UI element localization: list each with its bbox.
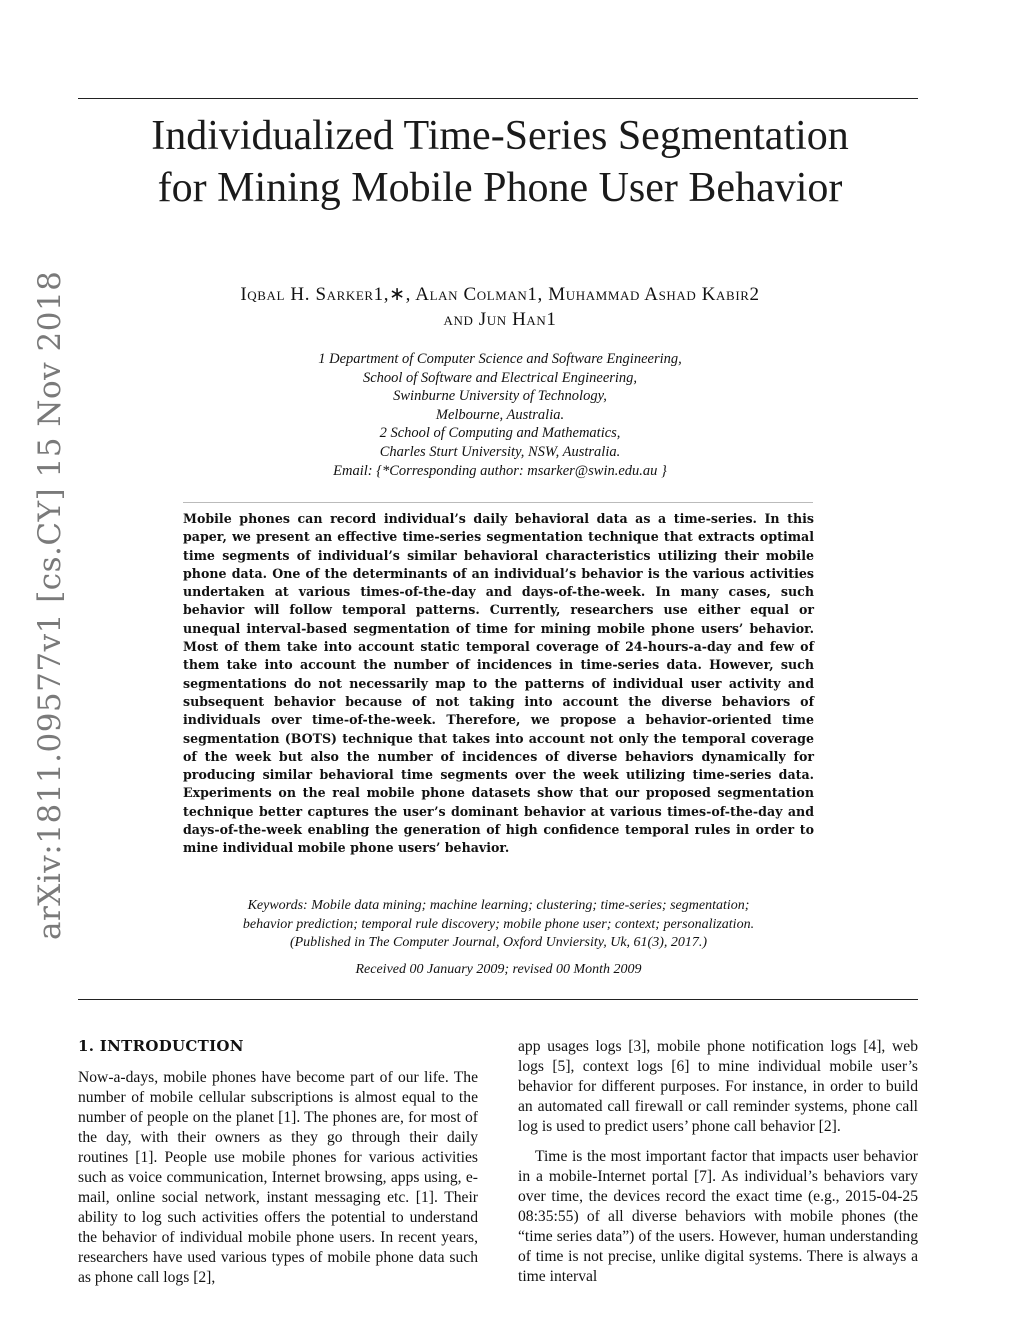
authors-line-2: and Jun Han1 [443, 309, 557, 330]
section-heading: 1. INTRODUCTION [78, 1037, 244, 1055]
right-column [518, 1037, 918, 1287]
intro-paragraph: app usages logs [3], mobile phone notification logs [4], web logs [5], context logs [6] to mine individual mobile user’s behavior for different purposes. For instance, in order to build an automated call firewall or call reminder systems, phone call log is used to predict users’ phone call behavior [2]. [518, 1038, 918, 1135]
publication-note: (Published in The Computer Journal, Oxford Unviersity, Uk, 61(3), 2017.) [289, 935, 708, 950]
affiliations [180, 350, 820, 480]
affiliation-line: Charles Sturt University, NSW, Australia. [379, 443, 621, 460]
paper-title: Individualized Time-Series Segmentation for Mining Mobile Phone User Behavior [151, 113, 849, 211]
abstract [183, 510, 814, 858]
intro-paragraph: Time is the most important factor that impacts user behavior in a mobile-Internet portal [7]. As individual’s behaviors vary over time, the devices record the exact time (e.g., 2015-04-25 08:35:55) of all diverse behaviors with mobile phones (the “time series data”) of the users. However, human understanding of time is not precise, unlike digital systems. There is always a time interval [518, 1148, 918, 1285]
intro-paragraph: Now-a-days, mobile phones have become part of our life. The number of mobile cellular subscriptions is almost equal to the number of people on the planet [1]. The phones are, for most of the day, with their owners as they go through their daily routines [1]. People use mobile phones for various activities such as voice communication, Internet browsing, apps using, e-mail, online social network, instant messaging etc. [1]. Their ability to log such activities offers the potential to understand the behavior of individual mobile phone users. In recent years, researchers have used various types of mobile phone data such as phone call logs [2], [78, 1069, 478, 1286]
affiliation-line: Swinburne University of Technology, [393, 388, 607, 405]
abstract-top-rule [183, 502, 813, 503]
keywords [183, 897, 814, 953]
affiliation-line: Melbourne, Australia. [435, 406, 565, 423]
affiliation-line: 2 School of Computing and Mathematics, [379, 425, 621, 442]
left-column [78, 1068, 478, 1288]
top-rule [78, 98, 918, 99]
abstract-text: Mobile phones can record individual’s daily behavioral data as a time-series. In this paper, we present an effective time-series segmentation technique that extracts optimal time segments of individual’s similar behavioral characteristics utilizing their mobile phone data. One of the determinants of an individual’s behavior is the various activities undertaken at various times-of-the-day and days-of-the-week. In many cases, such behavior will follow temporal patterns. Currently, researchers use either equal or unequal interval-based segmentation of time for mining mobile phone users’ behavior. Most of them take into account static temporal coverage of 24-hours-a-day and few of them take into account the number of incidences in time-series data. However, such segmentations do not necessarily map to the patterns of individual user activity and subsequent behavior because of not taking into account the diverse behaviors of individuals over time-of-the-week. Therefore, we propose a behavior-oriented time segmentation (BOTS) technique that takes into account not only the temporal coverage of the week but also the number of incidences of diverse behaviors dynamically for producing similar behavioral time segments over the week utilizing time-series data. Experiments on the real mobile phone datasets show that our proposed segmentation technique better captures the user’s dominant behavior at various times-of-the-day and days-of-the-week enabling the generation of high confidence temporal rules in order to mine individual mobile phone users’ behavior. [183, 511, 814, 856]
arxiv-stamp: arXiv:1811.09577v1 [cs.CY] 15 Nov 2018 [32, 270, 68, 940]
received-dates: Received 00 January 2009; revised 00 Month 2009 [355, 962, 642, 977]
keywords-line: behavior prediction; temporal rule discovery; mobile phone user; context; personalization. [242, 916, 755, 932]
keywords-line: Keywords: Mobile data mining; machine learning; clustering; time-series; segmentation; [247, 898, 750, 913]
header-bottom-rule [78, 999, 918, 1000]
affiliation-line: 1 Department of Computer Science and Software Engineering, [318, 351, 682, 367]
author-list [150, 282, 850, 332]
affiliation-email: Email: {*Corresponding author: msarker@swin.edu.au } [333, 462, 667, 479]
authors-line-1: Iqbal H. Sarker1,∗, Alan Colman1, Muhammad Ashad Kabir2 [240, 284, 760, 305]
affiliation-line: School of Software and Electrical Engineering, [362, 369, 638, 386]
